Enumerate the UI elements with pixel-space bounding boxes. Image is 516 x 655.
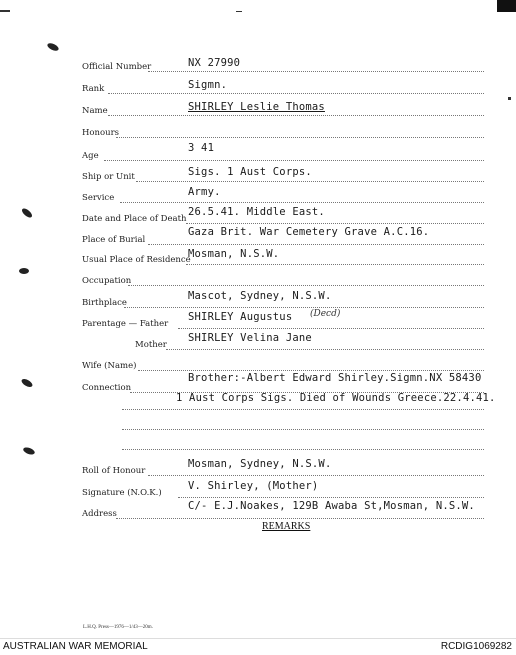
value-signature: V. Shirley, (Mother) bbox=[188, 480, 319, 492]
scan-mark bbox=[497, 0, 516, 12]
label-mother: Mother bbox=[135, 340, 167, 350]
label-place-of-burial: Place of Burial bbox=[82, 235, 146, 245]
label-wife: Wife (Name) bbox=[82, 361, 137, 371]
value-official-number: NX 27990 bbox=[188, 57, 241, 69]
dotted-line bbox=[104, 160, 484, 161]
label-name: Name bbox=[82, 106, 108, 116]
label-birthplace: Birthplace bbox=[82, 298, 127, 308]
label-ship-or-unit: Ship or Unit bbox=[82, 172, 135, 182]
dotted-line bbox=[122, 449, 484, 450]
print-imprint: L.H.Q. Press—1976—1/43—20m. bbox=[83, 625, 153, 630]
punch-hole-mark bbox=[20, 377, 33, 388]
label-signature: Signature (N.O.K.) bbox=[82, 488, 162, 498]
value-name: SHIRLEY Leslie Thomas bbox=[188, 101, 325, 113]
label-service: Service bbox=[82, 193, 115, 203]
value-father: SHIRLEY Augustus bbox=[188, 311, 293, 323]
dotted-line bbox=[148, 244, 484, 245]
dotted-line bbox=[108, 93, 484, 94]
dotted-line bbox=[136, 181, 484, 182]
scan-mark bbox=[508, 97, 511, 100]
punch-hole-mark bbox=[20, 207, 33, 219]
value-usual-residence: Mosman, N.S.W. bbox=[188, 248, 280, 260]
label-age: Age bbox=[82, 151, 99, 161]
punch-hole-mark bbox=[19, 268, 29, 274]
dotted-line bbox=[120, 202, 484, 203]
dotted-line bbox=[178, 328, 484, 329]
label-official-number: Official Number bbox=[82, 62, 152, 72]
value-service: Army. bbox=[188, 186, 221, 198]
label-address: Address bbox=[82, 509, 117, 519]
scan-mark bbox=[236, 11, 242, 12]
footer-institution: AUSTRALIAN WAR MEMORIAL bbox=[3, 641, 148, 652]
scan-mark bbox=[0, 10, 10, 12]
dotted-line bbox=[128, 285, 484, 286]
dotted-line bbox=[186, 264, 484, 265]
punch-hole-mark bbox=[22, 446, 35, 456]
dotted-line bbox=[122, 429, 484, 430]
value-age: 3 41 bbox=[188, 142, 215, 154]
remarks-heading: REMARKS bbox=[262, 521, 311, 532]
value-rank: Sigmn. bbox=[188, 79, 228, 91]
value-mother: SHIRLEY Velina Jane bbox=[188, 332, 312, 344]
value-birthplace: Mascot, Sydney, N.S.W. bbox=[188, 290, 332, 302]
dotted-line bbox=[124, 307, 484, 308]
dotted-line bbox=[116, 518, 484, 519]
dotted-line bbox=[116, 137, 484, 138]
father-annotation: (Decd) bbox=[310, 309, 341, 319]
value-date-place-of-death: 26.5.41. Middle East. bbox=[188, 206, 325, 218]
dotted-line bbox=[166, 349, 484, 350]
label-date-place-of-death: Date and Place of Death bbox=[82, 214, 187, 224]
label-father: Parentage — Father bbox=[82, 319, 169, 329]
value-ship-or-unit: Sigs. 1 Aust Corps. bbox=[188, 166, 312, 178]
dotted-line bbox=[138, 370, 484, 371]
dotted-line bbox=[122, 409, 484, 410]
dotted-line bbox=[148, 475, 484, 476]
punch-hole-mark bbox=[46, 42, 59, 53]
dotted-line bbox=[148, 71, 484, 72]
dotted-line bbox=[186, 223, 484, 224]
value-place-of-burial: Gaza Brit. War Cemetery Grave A.C.16. bbox=[188, 226, 430, 238]
label-usual-residence: Usual Place of Residence bbox=[82, 255, 191, 265]
dotted-line bbox=[178, 497, 484, 498]
label-roll-of-honour: Roll of Honour bbox=[82, 466, 146, 476]
label-connection: Connection bbox=[82, 383, 132, 393]
label-rank: Rank bbox=[82, 84, 105, 94]
footer-record-id: RCDIG1069282 bbox=[440, 641, 512, 652]
label-honours: Honours bbox=[82, 128, 120, 138]
value-address: C/- E.J.Noakes, 129B Awaba St,Mosman, N.S.W. bbox=[188, 500, 475, 512]
value-connection-continuation: 1 Aust Corps Sigs. Died of Wounds Greece.22.4.41. bbox=[176, 392, 496, 404]
dotted-line bbox=[108, 115, 484, 116]
value-connection: Brother:-Albert Edward Shirley.Sigmn.NX 58430 bbox=[188, 372, 482, 384]
value-roll-of-honour: Mosman, Sydney, N.S.W. bbox=[188, 458, 332, 470]
label-occupation: Occupation bbox=[82, 276, 132, 286]
